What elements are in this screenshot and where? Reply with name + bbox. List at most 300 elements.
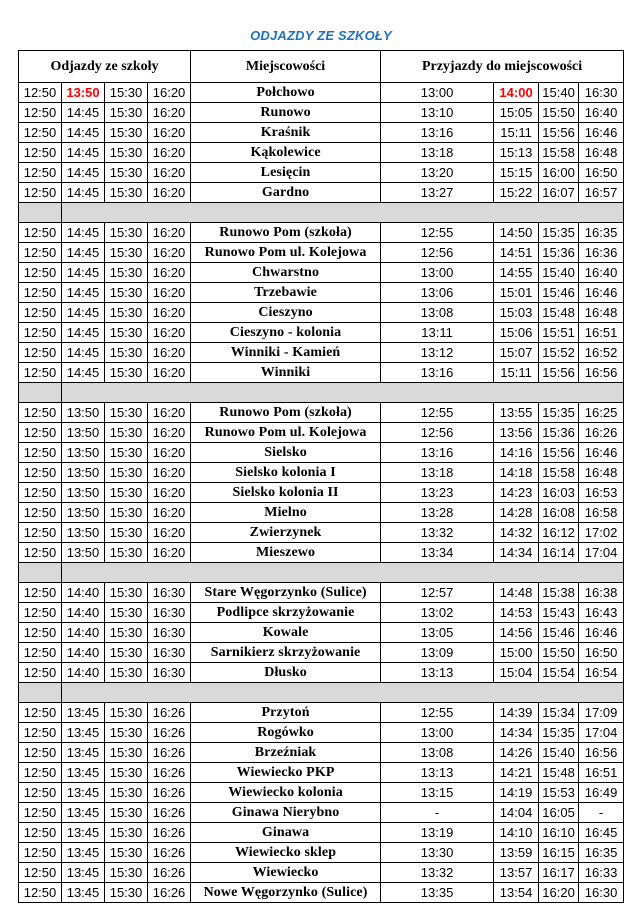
dep-3-cell: 15:30	[105, 863, 148, 883]
place-cell: Sarnikierz skrzyżowanie	[191, 643, 381, 663]
dep-2-cell: 14:45	[62, 123, 105, 143]
table-row	[19, 223, 624, 243]
place-cell: Wiewiecko kolonia	[191, 783, 381, 803]
arr-2-cell: 13:56	[494, 423, 539, 443]
dep-2-cell: 13:50	[62, 443, 105, 463]
arr-3-cell: 16:14	[539, 543, 579, 563]
arr-2-cell: 15:04	[494, 663, 539, 683]
dep-4-cell: 16:26	[148, 703, 191, 723]
arr-3-cell: 15:48	[539, 303, 579, 323]
dep-2-cell: 14:45	[62, 243, 105, 263]
arr-4-cell: 16:30	[579, 883, 624, 903]
dep-4-cell: 16:26	[148, 763, 191, 783]
dep-4-cell: 16:20	[148, 83, 191, 103]
dep-4-cell: 16:20	[148, 243, 191, 263]
table-row	[19, 283, 624, 303]
arr-1-cell: -	[381, 803, 494, 823]
place-cell: Lesięcin	[191, 163, 381, 183]
arr-3-cell: 16:17	[539, 863, 579, 883]
dep-3-cell: 15:30	[105, 823, 148, 843]
dep-3-cell: 15:30	[105, 783, 148, 803]
arr-3-cell: 15:35	[539, 403, 579, 423]
dep-1-cell: 12:50	[19, 183, 62, 203]
table-row	[19, 183, 624, 203]
dep-1-cell: 12:50	[19, 603, 62, 623]
arr-4-cell: 16:33	[579, 863, 624, 883]
table-row	[19, 103, 624, 123]
dep-3-cell: 15:30	[105, 243, 148, 263]
separator-cell	[62, 383, 624, 403]
table-row	[19, 123, 624, 143]
dep-4-cell: 16:20	[148, 223, 191, 243]
table-row	[19, 363, 624, 383]
arr-3-cell: 15:43	[539, 603, 579, 623]
dep-1-cell: 12:50	[19, 163, 62, 183]
dep-3-cell: 15:30	[105, 583, 148, 603]
table-row	[19, 763, 624, 783]
dep-4-cell: 16:20	[148, 543, 191, 563]
dep-1-cell: 12:50	[19, 543, 62, 563]
arr-3-cell: 15:58	[539, 463, 579, 483]
table-row	[19, 143, 624, 163]
dep-3-cell: 15:30	[105, 443, 148, 463]
arr-1-cell: 13:16	[381, 363, 494, 383]
dep-4-cell: 16:26	[148, 863, 191, 883]
dep-3-cell: 15:30	[105, 463, 148, 483]
dep-1-cell: 12:50	[19, 483, 62, 503]
place-cell: Kowale	[191, 623, 381, 643]
arr-1-cell: 13:06	[381, 283, 494, 303]
arr-4-cell: 16:30	[579, 83, 624, 103]
place-cell: Stare Węgorzynko (Sulice)	[191, 583, 381, 603]
dep-4-cell: 16:26	[148, 723, 191, 743]
dep-3-cell: 15:30	[105, 423, 148, 443]
dep-2-cell: 14:40	[62, 623, 105, 643]
arr-4-cell: 16:25	[579, 403, 624, 423]
place-cell: Podlipce skrzyżowanie	[191, 603, 381, 623]
arr-2-cell: 15:00	[494, 643, 539, 663]
dep-2-cell: 14:45	[62, 343, 105, 363]
arr-1-cell: 13:32	[381, 523, 494, 543]
table-row	[19, 643, 624, 663]
dep-4-cell: 16:26	[148, 783, 191, 803]
dep-3-cell: 15:30	[105, 403, 148, 423]
arr-2-cell: 13:54	[494, 883, 539, 903]
table-row	[19, 623, 624, 643]
dep-4-cell: 16:20	[148, 283, 191, 303]
arr-4-cell: 16:48	[579, 303, 624, 323]
dep-2-cell: 14:40	[62, 663, 105, 683]
arr-3-cell: 16:20	[539, 883, 579, 903]
table-row	[19, 483, 624, 503]
dep-1-cell: 12:50	[19, 823, 62, 843]
place-cell: Sielsko	[191, 443, 381, 463]
dep-3-cell: 15:30	[105, 843, 148, 863]
arr-1-cell: 13:12	[381, 343, 494, 363]
arr-1-cell: 13:08	[381, 743, 494, 763]
place-cell: Runowo Pom (szkoła)	[191, 403, 381, 423]
arr-3-cell: 15:35	[539, 223, 579, 243]
arr-2-cell: 14:04	[494, 803, 539, 823]
arr-2-cell: 15:03	[494, 303, 539, 323]
arr-4-cell: 16:57	[579, 183, 624, 203]
dep-1-cell: 12:50	[19, 783, 62, 803]
dep-1-cell: 12:50	[19, 343, 62, 363]
arr-3-cell: 15:40	[539, 83, 579, 103]
arr-4-cell: 16:54	[579, 663, 624, 683]
arr-3-cell: 15:52	[539, 343, 579, 363]
dep-1-cell: 12:50	[19, 363, 62, 383]
arr-1-cell: 13:34	[381, 543, 494, 563]
table-row	[19, 343, 624, 363]
arr-3-cell: 15:56	[539, 123, 579, 143]
dep-2-cell: 13:45	[62, 863, 105, 883]
arr-1-cell: 13:18	[381, 463, 494, 483]
dep-3-cell: 15:30	[105, 163, 148, 183]
arr-4-cell: 17:02	[579, 523, 624, 543]
arr-4-cell: 16:40	[579, 103, 624, 123]
arr-1-cell: 13:15	[381, 783, 494, 803]
place-cell: Runowo Pom ul. Kolejowa	[191, 423, 381, 443]
arr-2-cell: 13:57	[494, 863, 539, 883]
arr-3-cell: 16:12	[539, 523, 579, 543]
arr-3-cell: 15:40	[539, 263, 579, 283]
arr-2-cell: 15:11	[494, 123, 539, 143]
place-cell: Chwarstno	[191, 263, 381, 283]
place-cell: Runowo Pom ul. Kolejowa	[191, 243, 381, 263]
place-cell: Ginawa	[191, 823, 381, 843]
dep-3-cell: 15:30	[105, 523, 148, 543]
arr-4-cell: 16:46	[579, 123, 624, 143]
arr-1-cell: 13:35	[381, 883, 494, 903]
arr-2-cell: 15:15	[494, 163, 539, 183]
arr-1-cell: 13:16	[381, 123, 494, 143]
dep-3-cell: 15:30	[105, 803, 148, 823]
arr-1-cell: 13:18	[381, 143, 494, 163]
arr-1-cell: 12:57	[381, 583, 494, 603]
group-separator	[19, 203, 624, 223]
arr-3-cell: 15:51	[539, 323, 579, 343]
place-cell: Winniki	[191, 363, 381, 383]
arr-2-cell: 14:21	[494, 763, 539, 783]
arr-1-cell: 13:23	[381, 483, 494, 503]
arr-1-cell: 13:00	[381, 263, 494, 283]
place-cell: Mielno	[191, 503, 381, 523]
dep-3-cell: 15:30	[105, 503, 148, 523]
arr-3-cell: 16:03	[539, 483, 579, 503]
arr-3-cell: 16:07	[539, 183, 579, 203]
places-header: Miejscowości	[191, 51, 381, 83]
arr-4-cell: 16:35	[579, 843, 624, 863]
group-separator	[19, 383, 624, 403]
dep-4-cell: 16:26	[148, 743, 191, 763]
arr-1-cell: 13:00	[381, 723, 494, 743]
arr-2-cell: 14:56	[494, 623, 539, 643]
arr-4-cell: 16:40	[579, 263, 624, 283]
dep-4-cell: 16:20	[148, 443, 191, 463]
dep-4-cell: 16:20	[148, 303, 191, 323]
separator-cell	[19, 383, 62, 403]
arr-1-cell: 13:32	[381, 863, 494, 883]
place-cell: Mieszewo	[191, 543, 381, 563]
arr-1-cell: 13:30	[381, 843, 494, 863]
dep-4-cell: 16:20	[148, 503, 191, 523]
arr-3-cell: 15:38	[539, 583, 579, 603]
table-row	[19, 803, 624, 823]
table-row	[19, 843, 624, 863]
dep-1-cell: 12:50	[19, 803, 62, 823]
table-row	[19, 703, 624, 723]
dep-1-cell: 12:50	[19, 423, 62, 443]
dep-3-cell: 15:30	[105, 543, 148, 563]
arr-4-cell: 16:46	[579, 443, 624, 463]
dep-4-cell: 16:26	[148, 883, 191, 903]
arr-4-cell: 17:04	[579, 543, 624, 563]
arr-2-cell: 15:11	[494, 363, 539, 383]
place-cell: Zwierzynek	[191, 523, 381, 543]
table-row	[19, 403, 624, 423]
arr-3-cell: 15:46	[539, 283, 579, 303]
dep-3-cell: 15:30	[105, 883, 148, 903]
arr-2-cell: 14:39	[494, 703, 539, 723]
arr-1-cell: 13:13	[381, 663, 494, 683]
dep-1-cell: 12:50	[19, 223, 62, 243]
dep-2-cell: 14:40	[62, 603, 105, 623]
separator-cell	[62, 683, 624, 703]
dep-1-cell: 12:50	[19, 323, 62, 343]
place-cell: Runowo Pom (szkoła)	[191, 223, 381, 243]
arr-4-cell: 16:50	[579, 163, 624, 183]
arr-4-cell: 16:58	[579, 503, 624, 523]
arr-2-cell: 15:05	[494, 103, 539, 123]
arr-2-cell: 15:01	[494, 283, 539, 303]
arr-3-cell: 15:40	[539, 743, 579, 763]
dep-2-cell: 14:45	[62, 103, 105, 123]
dep-2-cell: 13:50	[62, 423, 105, 443]
arr-2-cell: 14:50	[494, 223, 539, 243]
arr-1-cell: 13:02	[381, 603, 494, 623]
departures-header: Odjazdy ze szkoły	[19, 51, 191, 83]
dep-1-cell: 12:50	[19, 123, 62, 143]
dep-3-cell: 15:30	[105, 103, 148, 123]
arr-2-cell: 14:19	[494, 783, 539, 803]
arr-1-cell: 12:56	[381, 243, 494, 263]
arr-2-cell: 14:18	[494, 463, 539, 483]
dep-3-cell: 15:30	[105, 223, 148, 243]
separator-cell	[62, 563, 624, 583]
place-cell: Nowe Węgorzynko (Sulice)	[191, 883, 381, 903]
table-row	[19, 723, 624, 743]
dep-2-cell: 13:45	[62, 803, 105, 823]
arrivals-header: Przyjazdy do miejscowości	[381, 51, 624, 83]
dep-4-cell: 16:30	[148, 603, 191, 623]
dep-2-cell: 14:45	[62, 263, 105, 283]
dep-2-cell: 14:45	[62, 143, 105, 163]
arr-4-cell: 16:56	[579, 363, 624, 383]
arr-1-cell: 13:27	[381, 183, 494, 203]
dep-3-cell: 15:30	[105, 643, 148, 663]
dep-2-cell: 14:45	[62, 303, 105, 323]
arr-2-cell: 13:59	[494, 843, 539, 863]
dep-1-cell: 12:50	[19, 843, 62, 863]
arr-1-cell: 13:16	[381, 443, 494, 463]
dep-1-cell: 12:50	[19, 883, 62, 903]
arr-4-cell: 16:46	[579, 283, 624, 303]
dep-4-cell: 16:26	[148, 823, 191, 843]
arr-1-cell: 12:55	[381, 223, 494, 243]
dep-4-cell: 16:20	[148, 523, 191, 543]
dep-4-cell: 16:20	[148, 323, 191, 343]
arr-3-cell: 15:56	[539, 443, 579, 463]
place-cell: Ginawa Nierybno	[191, 803, 381, 823]
arr-2-cell: 13:55	[494, 403, 539, 423]
dep-2-cell: 13:45	[62, 783, 105, 803]
arr-2-cell: 15:06	[494, 323, 539, 343]
dep-1-cell: 12:50	[19, 863, 62, 883]
arr-2-cell: 14:28	[494, 503, 539, 523]
dep-1-cell: 12:50	[19, 623, 62, 643]
dep-2-cell: 14:40	[62, 583, 105, 603]
table-row	[19, 83, 624, 103]
place-cell: Wiewiecko	[191, 863, 381, 883]
dep-1-cell: 12:50	[19, 143, 62, 163]
arr-2-cell: 14:23	[494, 483, 539, 503]
arr-1-cell: 12:55	[381, 403, 494, 423]
separator-cell	[19, 563, 62, 583]
table-row	[19, 883, 624, 903]
place-cell: Kąkolewice	[191, 143, 381, 163]
dep-1-cell: 12:50	[19, 643, 62, 663]
dep-1-cell: 12:50	[19, 463, 62, 483]
table-row	[19, 503, 624, 523]
arr-3-cell: 16:00	[539, 163, 579, 183]
table-row	[19, 303, 624, 323]
dep-2-cell: 13:50	[62, 543, 105, 563]
table-row	[19, 163, 624, 183]
arr-4-cell: 16:38	[579, 583, 624, 603]
dep-1-cell: 12:50	[19, 743, 62, 763]
dep-4-cell: 16:20	[148, 403, 191, 423]
dep-3-cell: 15:30	[105, 283, 148, 303]
arr-4-cell: 16:45	[579, 823, 624, 843]
arr-2-cell: 14:53	[494, 603, 539, 623]
arr-2-cell: 14:16	[494, 443, 539, 463]
dep-4-cell: 16:30	[148, 663, 191, 683]
arr-3-cell: 15:36	[539, 423, 579, 443]
arr-1-cell: 13:08	[381, 303, 494, 323]
arr-1-cell: 13:05	[381, 623, 494, 643]
dep-2-cell: 13:50	[62, 463, 105, 483]
header-row	[19, 51, 624, 83]
dep-2-cell: 13:50	[62, 503, 105, 523]
place-cell: Brzeźniak	[191, 743, 381, 763]
dep-3-cell: 15:30	[105, 143, 148, 163]
dep-2-cell: 14:45	[62, 283, 105, 303]
dep-1-cell: 12:50	[19, 443, 62, 463]
dep-2-cell: 14:45	[62, 163, 105, 183]
timetable	[18, 50, 624, 903]
group-separator	[19, 683, 624, 703]
arr-3-cell: 15:54	[539, 663, 579, 683]
arr-1-cell: 13:09	[381, 643, 494, 663]
dep-2-cell: 13:45	[62, 743, 105, 763]
dep-2-cell: 13:45	[62, 823, 105, 843]
dep-2-cell: 13:50	[62, 83, 105, 103]
table-row	[19, 243, 624, 263]
timetable-body	[19, 83, 624, 903]
dep-3-cell: 15:30	[105, 743, 148, 763]
dep-3-cell: 15:30	[105, 303, 148, 323]
arr-4-cell: 16:51	[579, 323, 624, 343]
place-cell: Runowo	[191, 103, 381, 123]
dep-4-cell: 16:20	[148, 263, 191, 283]
dep-4-cell: 16:20	[148, 423, 191, 443]
dep-3-cell: 15:30	[105, 343, 148, 363]
dep-4-cell: 16:20	[148, 123, 191, 143]
place-cell: Połchowo	[191, 83, 381, 103]
place-cell: Przytoń	[191, 703, 381, 723]
arr-4-cell: -	[579, 803, 624, 823]
dep-1-cell: 12:50	[19, 523, 62, 543]
dep-1-cell: 12:50	[19, 283, 62, 303]
arr-3-cell: 15:34	[539, 703, 579, 723]
arr-4-cell: 16:51	[579, 763, 624, 783]
page-title: ODJAZDY ZE SZKOŁY	[250, 28, 392, 43]
dep-1-cell: 12:50	[19, 103, 62, 123]
arr-4-cell: 16:52	[579, 343, 624, 363]
table-row	[19, 463, 624, 483]
place-cell: Winniki - Kamień	[191, 343, 381, 363]
dep-1-cell: 12:50	[19, 263, 62, 283]
place-cell: Kraśnik	[191, 123, 381, 143]
dep-1-cell: 12:50	[19, 403, 62, 423]
place-cell: Wiewiecko PKP	[191, 763, 381, 783]
dep-4-cell: 16:20	[148, 363, 191, 383]
table-row	[19, 823, 624, 843]
arr-3-cell: 15:53	[539, 783, 579, 803]
dep-3-cell: 15:30	[105, 363, 148, 383]
table-row	[19, 543, 624, 563]
arr-1-cell: 13:10	[381, 103, 494, 123]
dep-2-cell: 14:45	[62, 183, 105, 203]
arr-4-cell: 16:48	[579, 463, 624, 483]
dep-3-cell: 15:30	[105, 703, 148, 723]
arr-1-cell: 13:00	[381, 83, 494, 103]
arr-4-cell: 16:53	[579, 483, 624, 503]
dep-3-cell: 15:30	[105, 603, 148, 623]
dep-3-cell: 15:30	[105, 323, 148, 343]
separator-cell	[19, 683, 62, 703]
dep-1-cell: 12:50	[19, 583, 62, 603]
dep-2-cell: 13:45	[62, 883, 105, 903]
arr-2-cell: 14:51	[494, 243, 539, 263]
arr-2-cell: 14:26	[494, 743, 539, 763]
table-row	[19, 423, 624, 443]
arr-3-cell: 15:50	[539, 643, 579, 663]
arr-4-cell: 16:48	[579, 143, 624, 163]
arr-3-cell: 15:56	[539, 363, 579, 383]
dep-2-cell: 14:45	[62, 363, 105, 383]
dep-3-cell: 15:30	[105, 483, 148, 503]
arr-4-cell: 16:56	[579, 743, 624, 763]
arr-2-cell: 14:00	[494, 83, 539, 103]
place-cell: Dłusko	[191, 663, 381, 683]
dep-2-cell: 14:40	[62, 643, 105, 663]
group-separator	[19, 563, 624, 583]
arr-4-cell: 17:09	[579, 703, 624, 723]
table-row	[19, 583, 624, 603]
arr-3-cell: 15:36	[539, 243, 579, 263]
